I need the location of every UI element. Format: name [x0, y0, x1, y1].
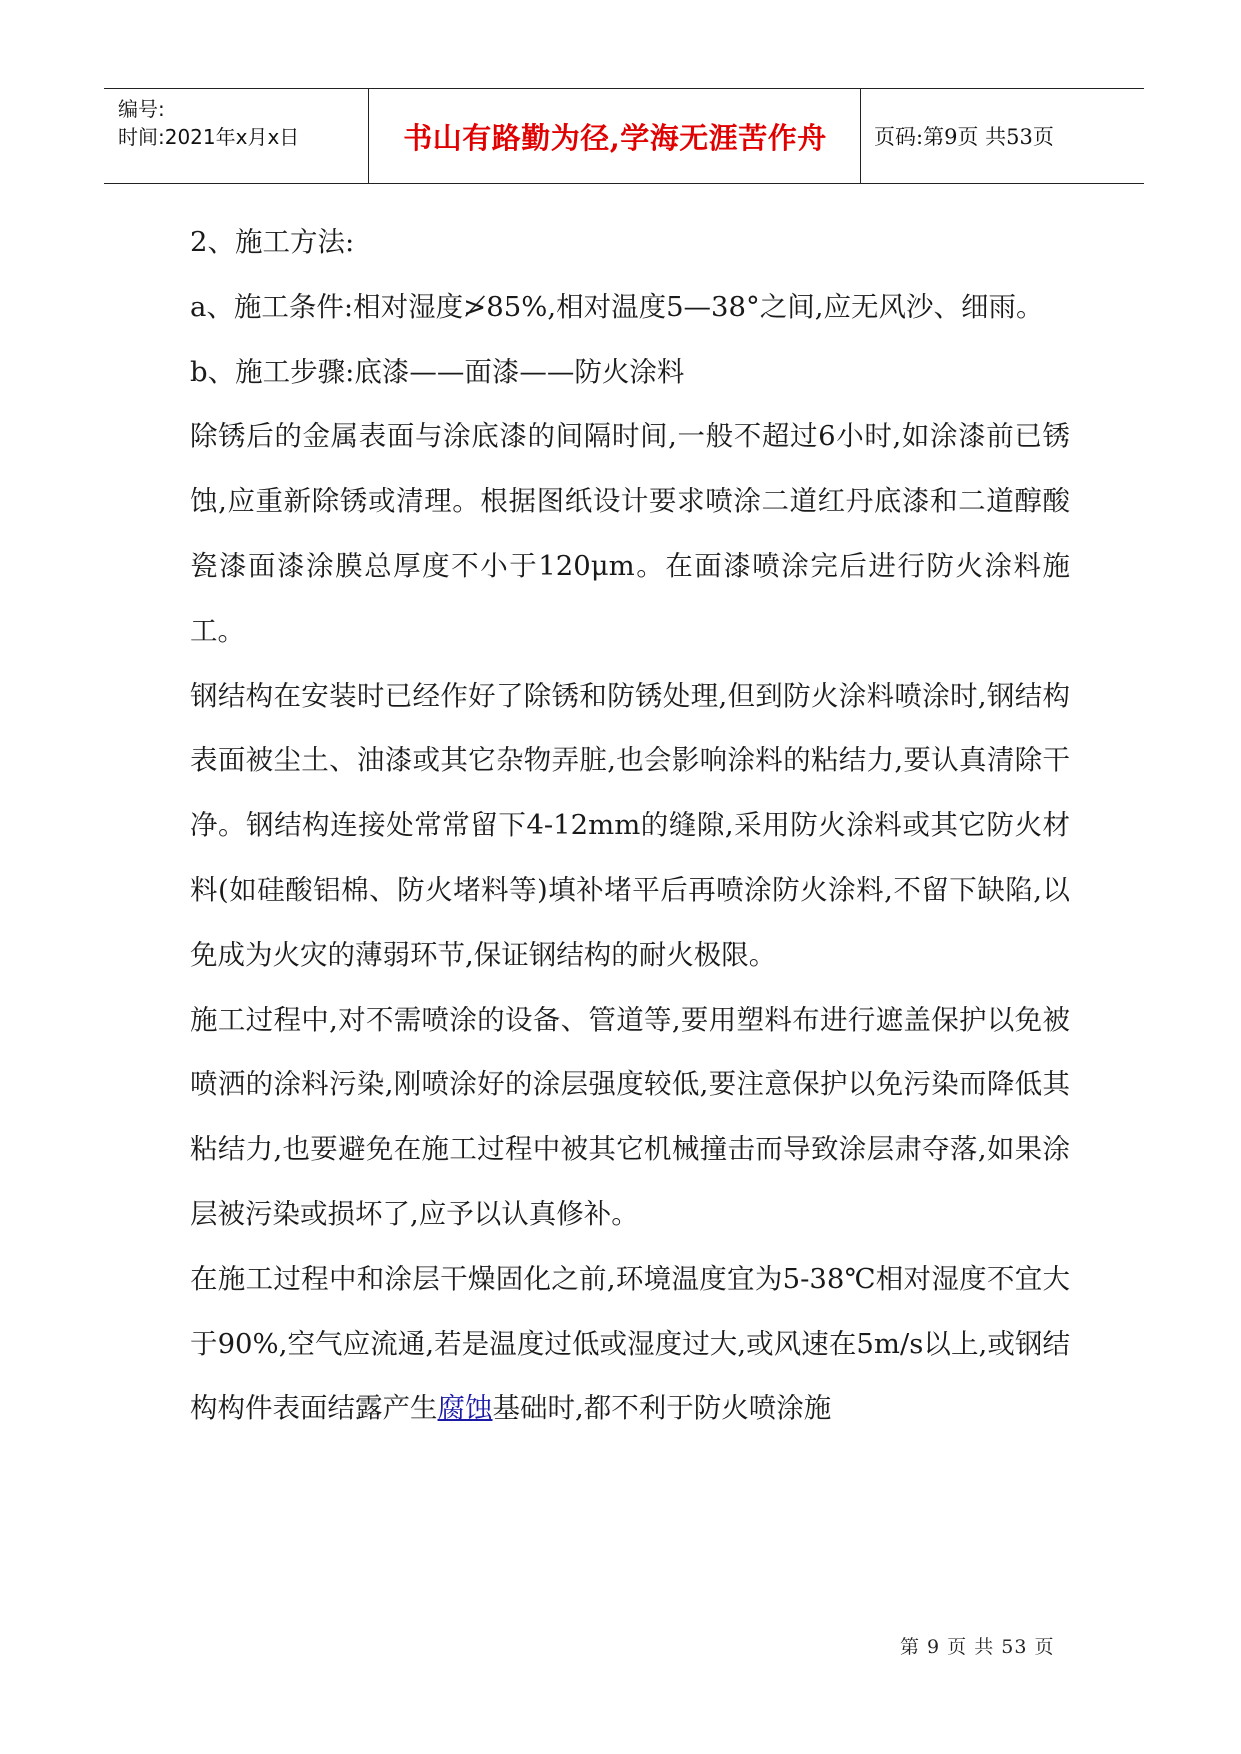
header-page-info: 页码:第9页 共53页	[874, 125, 1054, 149]
paragraph-primer: 除锈后的金属表面与涂底漆的间隔时间,一般不超过6小时,如涂漆前已锈蚀,应重新除锈或清理。根据图纸设计要求喷涂二道红丹底漆和二道醇酸瓷漆面漆涂膜总厚度不小于120μm。在面漆喷涂完后进行防火涂料施工。	[190, 420, 1070, 647]
document-time-label: 时间:2021年x月x日	[118, 125, 300, 149]
paragraph-environment-tail: 基础时,都不利于防火喷涂施	[492, 1392, 832, 1425]
header-divider	[368, 89, 369, 183]
paragraph-method-heading: 2、施工方法:	[190, 226, 355, 258]
corrosion-link[interactable]: 腐蚀	[437, 1392, 493, 1425]
paragraph-steps: b、施工步骤:底漆——面漆——防火涂料	[190, 355, 685, 388]
header-meta	[118, 95, 368, 151]
paragraph-environment	[190, 1247, 1070, 1441]
document-body	[190, 210, 1070, 1441]
paragraph-conditions: a、施工条件:相对湿度≯85%,相对温度5—38°之间,应无风沙、细雨。	[190, 290, 1044, 323]
paragraph-cleaning: 钢结构在安装时已经作好了除锈和防锈处理,但到防火涂料喷涂时,钢结构表面被尘土、油漆或其它杂物弄脏,也会影响涂料的粘结力,要认真清除干净。钢结构连接处常常留下4-12mm的缝隙,采用防火涂料或其它防火材料(如硅酸铝棉、防火堵料等)填补堵平后再喷涂防火涂料,不留下缺陷,以免成为火灾的薄弱环节,保证钢结构的耐火极限。	[190, 679, 1070, 971]
header-divider	[860, 89, 861, 183]
paragraph-protection: 施工过程中,对不需喷涂的设备、管道等,要用塑料布进行遮盖保护以免被喷洒的涂料污染,刚喷涂好的涂层强度较低,要注意保护以免污染而降低其粘结力,也要避免在施工过程中被其它机械撞击而导致涂层肃夺落,如果涂层被污染或损坏了,应予以认真修补。	[190, 1003, 1070, 1230]
page-footer: 第 9 页 共 53 页	[900, 1636, 1055, 1658]
document-number-label: 编号:	[118, 97, 165, 121]
page-header	[104, 88, 1144, 184]
paragraph-environment-text: 在施工过程中和涂层干燥固化之前,环境温度宜为5-38℃相对湿度不宜大于90%,空气应流通,若是温度过低或湿度过大,或风速在5m/s以上,或钢结构构件表面结露产生	[190, 1262, 1070, 1425]
header-motto: 书山有路勤为径,学海无涯苦作舟	[403, 120, 827, 155]
